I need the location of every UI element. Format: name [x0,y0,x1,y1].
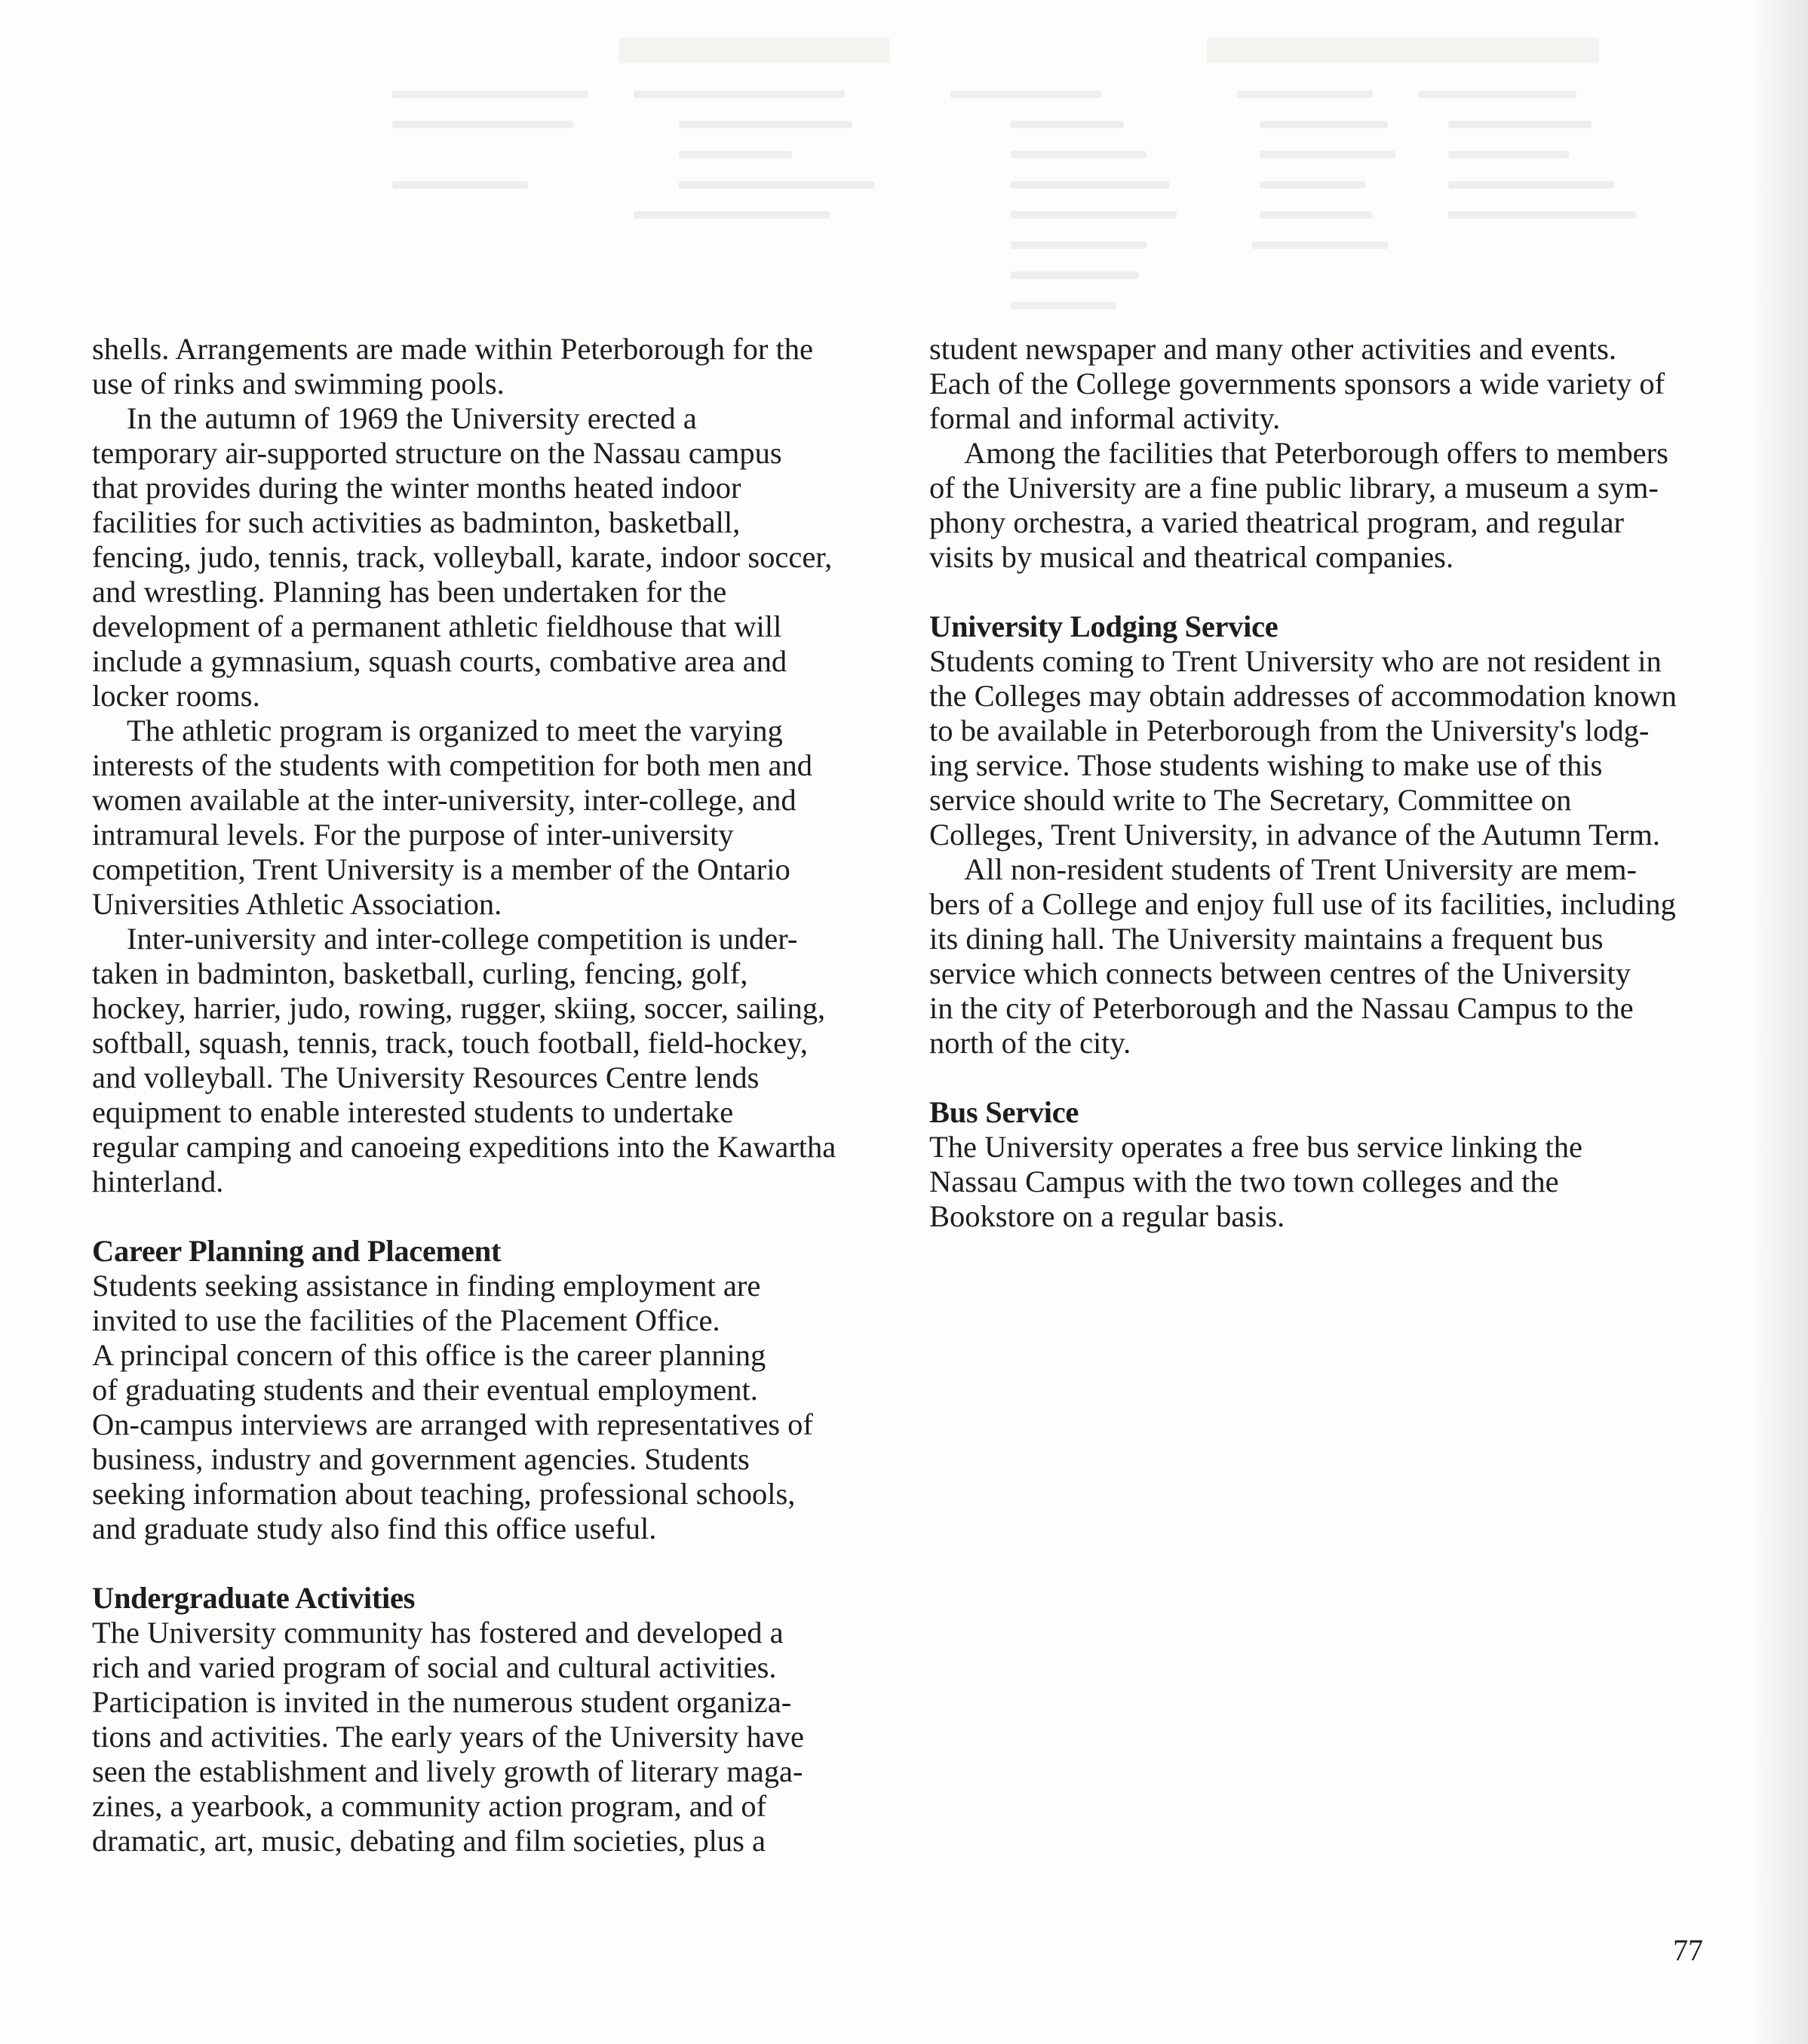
body-text-line: Nassau Campus with the two town colleges and the [929,1165,1559,1198]
body-text-line: fencing, judo, tennis, track, volleyball, karate, indoor soccer, [92,540,833,574]
ghost-line [392,181,528,189]
body-text-line: service which connects between centres of the University [929,956,1631,990]
body-text-line: bers of a College and enjoy full use of its facilities, including [929,887,1676,921]
body-text-line: The athletic program is organized to meet the varying [127,714,783,747]
ghost-line [1237,91,1373,98]
ghost-line [1252,241,1388,249]
paragraph-gap [92,1546,892,1581]
body-text-line: competition, Trent University is a member of the Ontario [92,852,790,886]
ghost-line [1011,121,1124,128]
body-text-line: seeking information about teaching, professional schools, [92,1477,796,1511]
body-text-line: and volleyball. The University Resources Centre lends [92,1060,760,1094]
body-text-line: north of the city. [929,1026,1131,1060]
ghost-line [1011,241,1146,249]
section-heading-lodging: University Lodging Service [929,609,1278,643]
body-text-line: its dining hall. The University maintains a frequent bus [929,922,1604,956]
section-heading-bus: Bus Service [929,1095,1079,1129]
body-text-line: Inter-university and inter-college competition is under- [127,922,798,956]
body-text-line: Participation is invited in the numerous student organiza- [92,1685,792,1719]
body-text-line: invited to use the facilities of the Placement Office. [92,1303,720,1337]
body-text-line: women available at the inter-university, inter-college, and [92,783,797,817]
ghost-heading-bar [1207,38,1599,63]
body-text-line: regular camping and canoeing expeditions into the Kawartha [92,1130,836,1164]
body-text-line: Students coming to Trent University who are not resident in [929,644,1662,678]
body-text-line: On-campus interviews are arranged with representatives of [92,1407,813,1441]
ghost-line [1011,211,1177,219]
body-text-line: ing service. Those students wishing to make use of this [929,748,1603,782]
body-text-line: In the autumn of 1969 the University erected a [127,401,697,435]
body-text-line: service should write to The Secretary, Committee on [929,783,1572,817]
ghost-line [679,181,875,189]
reverse-side-show-through [392,15,1780,332]
body-text-line: The University operates a free bus service linking the [929,1130,1582,1164]
body-text-line: interests of the students with competition for both men and [92,748,812,782]
body-text-line: Among the facilities that Peterborough offers to members [964,436,1668,470]
page-number: 77 [1673,1933,1703,1967]
body-text-line: A principal concern of this office is the career planning [92,1338,766,1372]
body-text-line: temporary air-supported structure on the Nassau campus [92,436,782,470]
ghost-line [1011,151,1146,158]
ghost-line [1011,272,1139,279]
ghost-line [950,91,1101,98]
body-text-line: Colleges, Trent University, in advance of the Autumn Term. [929,818,1661,852]
body-text-line: Each of the College governments sponsors a wide variety of [929,367,1665,401]
section-heading-career: Career Planning and Placement [92,1234,502,1268]
ghost-line [634,211,830,219]
ghost-line [392,121,573,128]
body-text-line: student newspaper and many other activities and events. [929,332,1616,366]
body-text-line: use of rinks and swimming pools. [92,367,505,401]
body-text-line: visits by musical and theatrical companies. [929,540,1454,574]
body-text-line: seen the establishment and lively growth of literary maga- [92,1754,803,1788]
body-text-line: tions and activities. The early years of the University have [92,1720,804,1754]
body-text-line: and graduate study also find this office useful. [92,1512,657,1545]
body-text-line: that provides during the winter months heated indoor [92,471,741,505]
body-text-line: Students seeking assistance in finding employment are [92,1269,761,1303]
ghost-line [1260,181,1365,189]
body-text-line: taken in badminton, basketball, curling, fencing, golf, [92,956,748,990]
ghost-line [1448,181,1614,189]
ghost-line [392,91,588,98]
body-text-line: formal and informal activity. [929,401,1281,435]
ghost-line [1448,211,1637,219]
right-text-column [929,332,1714,1234]
body-text-line: phony orchestra, a varied theatrical program, and regular [929,505,1624,539]
body-text-line: business, industry and government agencies. Students [92,1442,750,1476]
body-text-line: The University community has fostered and developed a [92,1616,784,1650]
ghost-line [1418,91,1576,98]
body-text-line: hockey, harrier, judo, rowing, rugger, skiing, soccer, sailing, [92,991,826,1025]
ghost-line [1011,302,1116,309]
body-text-line: in the city of Peterborough and the Nassau Campus to the [929,991,1634,1025]
ghost-line [1260,151,1395,158]
paragraph-gap [92,1199,892,1234]
body-text-line: zines, a yearbook, a community action program, and of [92,1789,767,1823]
ghost-line [1011,181,1169,189]
ghost-line [679,151,792,158]
body-text-line: development of a permanent athletic fieldhouse that will [92,609,782,643]
ghost-heading-bar [619,38,890,63]
ghost-line [1448,121,1592,128]
body-text-line: dramatic, art, music, debating and film societies, plus a [92,1824,766,1858]
body-text-line: and wrestling. Planning has been undertaken for the [92,575,727,609]
body-text-line: hinterland. [92,1165,224,1198]
body-text-line: to be available in Peterborough from the University's lodg- [929,714,1650,747]
body-text-line: locker rooms. [92,679,260,713]
body-text-line: the Colleges may obtain addresses of accommodation known [929,679,1677,713]
ghost-line [634,91,845,98]
ghost-line [679,121,852,128]
body-text-line: intramural levels. For the purpose of inter-university [92,818,734,852]
left-text-column [92,332,892,1858]
ghost-line [1448,151,1569,158]
body-text-line: equipment to enable interested students to undertake [92,1095,734,1129]
ghost-line [1260,211,1373,219]
body-text-line: of graduating students and their eventual employment. [92,1373,758,1407]
ghost-line [1260,121,1388,128]
body-text-line: Universities Athletic Association. [92,887,502,921]
paragraph-gap [929,1060,1714,1095]
body-text-line: All non-resident students of Trent University are mem- [964,852,1637,886]
body-text-line: of the University are a fine public library, a museum a sym- [929,471,1659,505]
section-heading-undergraduate: Undergraduate Activities [92,1581,416,1615]
body-text-line: shells. Arrangements are made within Peterborough for the [92,332,813,366]
body-text-line: rich and varied program of social and cultural activities. [92,1650,777,1684]
body-text-line: facilities for such activities as badminton, basketball, [92,505,741,539]
body-text-line: softball, squash, tennis, track, touch football, field-hockey, [92,1026,808,1060]
body-text-line: Bookstore on a regular basis. [929,1199,1285,1233]
body-text-line: include a gymnasium, squash courts, combative area and [92,644,787,678]
paragraph-gap [929,575,1714,609]
